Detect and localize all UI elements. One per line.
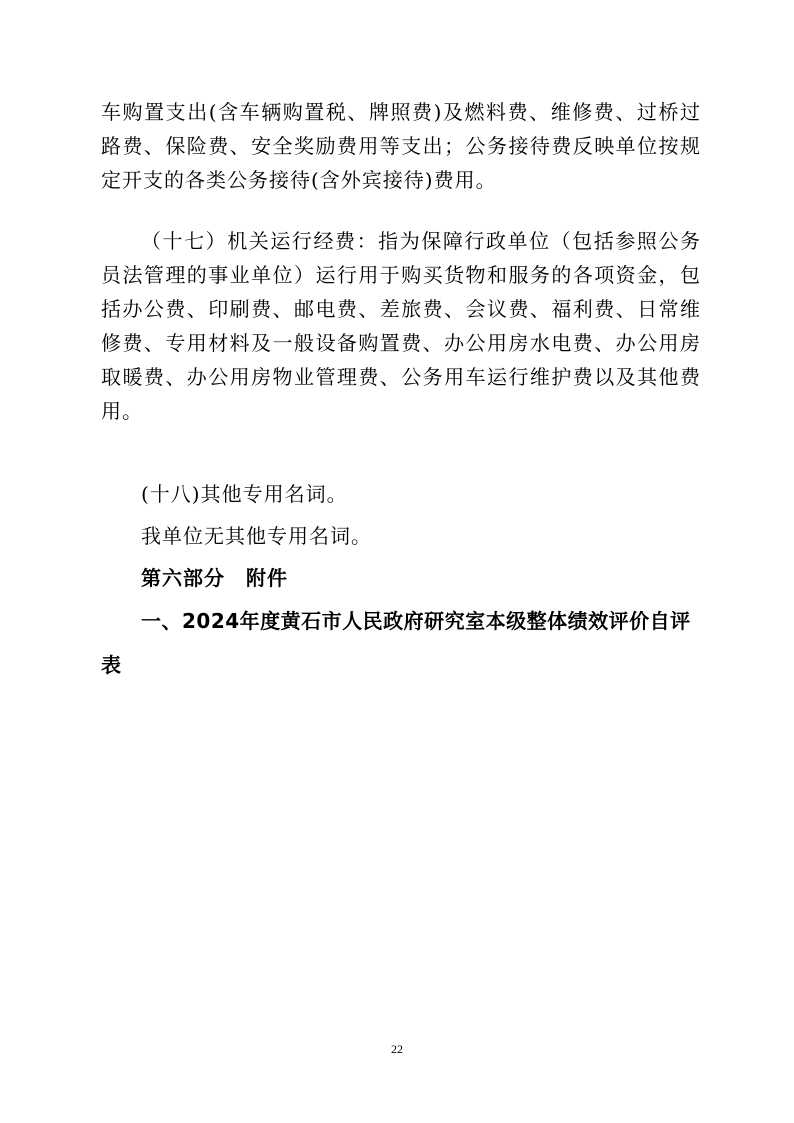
subsection-heading: 一、2024年度黄石市人民政府研究室本级整体绩效评价自评表	[101, 609, 691, 677]
page-number: 22	[391, 1042, 403, 1056]
paragraph-other-terms-body: 我单位无其他专用名词。	[141, 524, 372, 548]
paragraph-operating-funds: （十七）机关运行经费：指为保障行政单位（包括参照公务员法管理的事业单位）运行用于购买货物和服务的各项资金，包括办公费、印刷费、邮电费、差旅费、会议费、福利费、日常维修费、专用材料及一般设备购置费、办公用房水电费、办公用房取暖费、办公用房物业管理费、公务用车运行维护费以及其他费用。	[101, 229, 701, 423]
paragraph-vehicle-expenses: 车购置支出(含车辆购置税、牌照费)及燃料费、维修费、过桥过路费、保险费、安全奖励费用等支出；公务接待费反映单位按规定开支的各类公务接待(含外宾接待)费用。	[101, 100, 701, 192]
section-heading: 第六部分 附件	[141, 566, 288, 590]
paragraph-other-terms-title: (十八)其他专用名词。	[141, 482, 348, 506]
